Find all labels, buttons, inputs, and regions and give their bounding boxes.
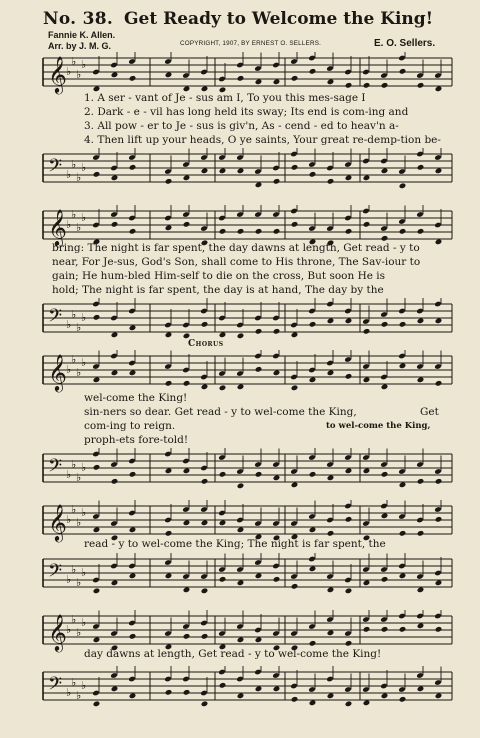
- svg-text:♭: ♭: [66, 363, 72, 376]
- svg-text:♭: ♭: [81, 356, 87, 369]
- bass-staff-4: [0, 553, 480, 598]
- svg-text:♭: ♭: [81, 161, 87, 174]
- svg-text:♭: ♭: [81, 566, 87, 579]
- svg-text:♭: ♭: [76, 576, 82, 589]
- svg-text:♭: ♭: [66, 218, 72, 231]
- verse-line-1-2: 2. Dark - e - vil has long held its sway; Its end is com-ing and: [84, 106, 409, 118]
- svg-text:♭: ♭: [81, 211, 87, 224]
- bass-staff-3: [0, 448, 480, 493]
- svg-text:♭: ♭: [76, 221, 82, 234]
- svg-text:♭: ♭: [71, 308, 77, 321]
- svg-text:𝄢: 𝄢: [48, 561, 63, 586]
- svg-text:𝄢: 𝄢: [48, 156, 63, 181]
- svg-text:♭: ♭: [71, 563, 77, 576]
- svg-text:♭: ♭: [66, 686, 72, 699]
- verse-line-1-4: 4. Then lift up your heads, O ye saints, Your great re-demp-tion be-: [84, 134, 441, 146]
- svg-text:♭: ♭: [76, 626, 82, 639]
- composer-credit: E. O. Sellers.: [374, 38, 436, 49]
- svg-text:♭: ♭: [66, 468, 72, 481]
- chorus-line-4: proph-ets fore-told!: [84, 434, 189, 446]
- svg-text:♭: ♭: [71, 458, 77, 471]
- chorus-label: Chorus: [188, 339, 224, 349]
- arranger-credit: Arr. by J. M. G.: [48, 41, 112, 51]
- svg-text:♭: ♭: [76, 689, 82, 702]
- svg-text:𝄞: 𝄞: [48, 208, 67, 246]
- svg-text:♭: ♭: [81, 616, 87, 629]
- verse-line-1-1: 1. A ser - vant of Je - sus am I, To you this mes-sage I: [84, 92, 366, 104]
- svg-text:𝄞: 𝄞: [48, 503, 67, 541]
- verse-line-1-3: 3. All pow - er to Je - sus is giv'n, As - cend - ed to heav'n a-: [84, 120, 399, 132]
- svg-text:♭: ♭: [66, 318, 72, 331]
- svg-text:♭: ♭: [81, 506, 87, 519]
- chorus-line-1: wel-come the King!: [84, 392, 188, 404]
- svg-text:♭: ♭: [71, 55, 77, 68]
- copyright-notice: COPYRIGHT, 1907, BY ERNEST O. SELLERS.: [180, 40, 322, 47]
- svg-text:𝄞: 𝄞: [48, 613, 67, 651]
- svg-text:♭: ♭: [76, 366, 82, 379]
- svg-text:♭: ♭: [81, 461, 87, 474]
- hymn-title: Get Ready to Welcome the King!: [124, 9, 434, 29]
- chorus-line-2-right: Get: [420, 406, 439, 418]
- svg-text:♭: ♭: [76, 516, 82, 529]
- treble-staff-3: [0, 350, 480, 395]
- svg-text:𝄢: 𝄢: [48, 674, 63, 699]
- chorus-line-3: com-ing to reign.: [84, 420, 176, 432]
- chorus-bass-words: to wel-come the King,: [326, 421, 431, 431]
- hymn-number: No. 38.: [43, 9, 114, 29]
- verse-line-2-3: gain; He hum-bled Him-self to die on the cross, But soon He is: [52, 270, 386, 282]
- verse-line-2-2: near, For Je-sus, God's Son, shall come to His throne, The Sav-iour to: [52, 256, 421, 268]
- svg-text:♭: ♭: [81, 311, 87, 324]
- svg-text:𝄞: 𝄞: [48, 55, 67, 93]
- svg-text:♭: ♭: [71, 158, 77, 171]
- svg-text:♭: ♭: [71, 676, 77, 689]
- svg-text:♭: ♭: [66, 623, 72, 636]
- chorus-line-2: sin-ners so dear. Get read - y to wel-come the King,: [84, 406, 357, 418]
- svg-text:♭: ♭: [81, 58, 87, 71]
- svg-text:♭: ♭: [66, 513, 72, 526]
- svg-text:♭: ♭: [76, 321, 82, 334]
- svg-text:♭: ♭: [66, 573, 72, 586]
- svg-text:♭: ♭: [76, 68, 82, 81]
- verse-line-2-1: bring: The night is far spent, the day dawns at length, Get read - y to: [52, 242, 420, 254]
- chorus-line-5: read - y to wel-come the King; The night is far spent, the: [84, 538, 386, 550]
- svg-text:♭: ♭: [66, 65, 72, 78]
- svg-text:♭: ♭: [71, 613, 77, 626]
- svg-text:♭: ♭: [81, 679, 87, 692]
- svg-text:♭: ♭: [76, 471, 82, 484]
- svg-text:𝄢: 𝄢: [48, 306, 63, 331]
- verse-line-2-4: hold; The night is far spent, the day is at hand, The day by the: [52, 284, 384, 296]
- svg-text:♭: ♭: [76, 171, 82, 184]
- bass-staff-2: [0, 298, 480, 343]
- svg-text:♭: ♭: [66, 168, 72, 181]
- svg-text:♭: ♭: [71, 503, 77, 516]
- bass-staff-5: [0, 666, 480, 711]
- bass-staff-1: [0, 148, 480, 193]
- svg-text:𝄞: 𝄞: [48, 353, 67, 391]
- lyricist-credit: Fannie K. Allen.: [48, 30, 116, 40]
- svg-text:𝄢: 𝄢: [48, 456, 63, 481]
- treble-staff-1: [0, 52, 480, 97]
- svg-text:♭: ♭: [71, 208, 77, 221]
- svg-text:♭: ♭: [71, 353, 77, 366]
- chorus-line-6: day dawns at length, Get read - y to wel-come the King!: [84, 648, 382, 660]
